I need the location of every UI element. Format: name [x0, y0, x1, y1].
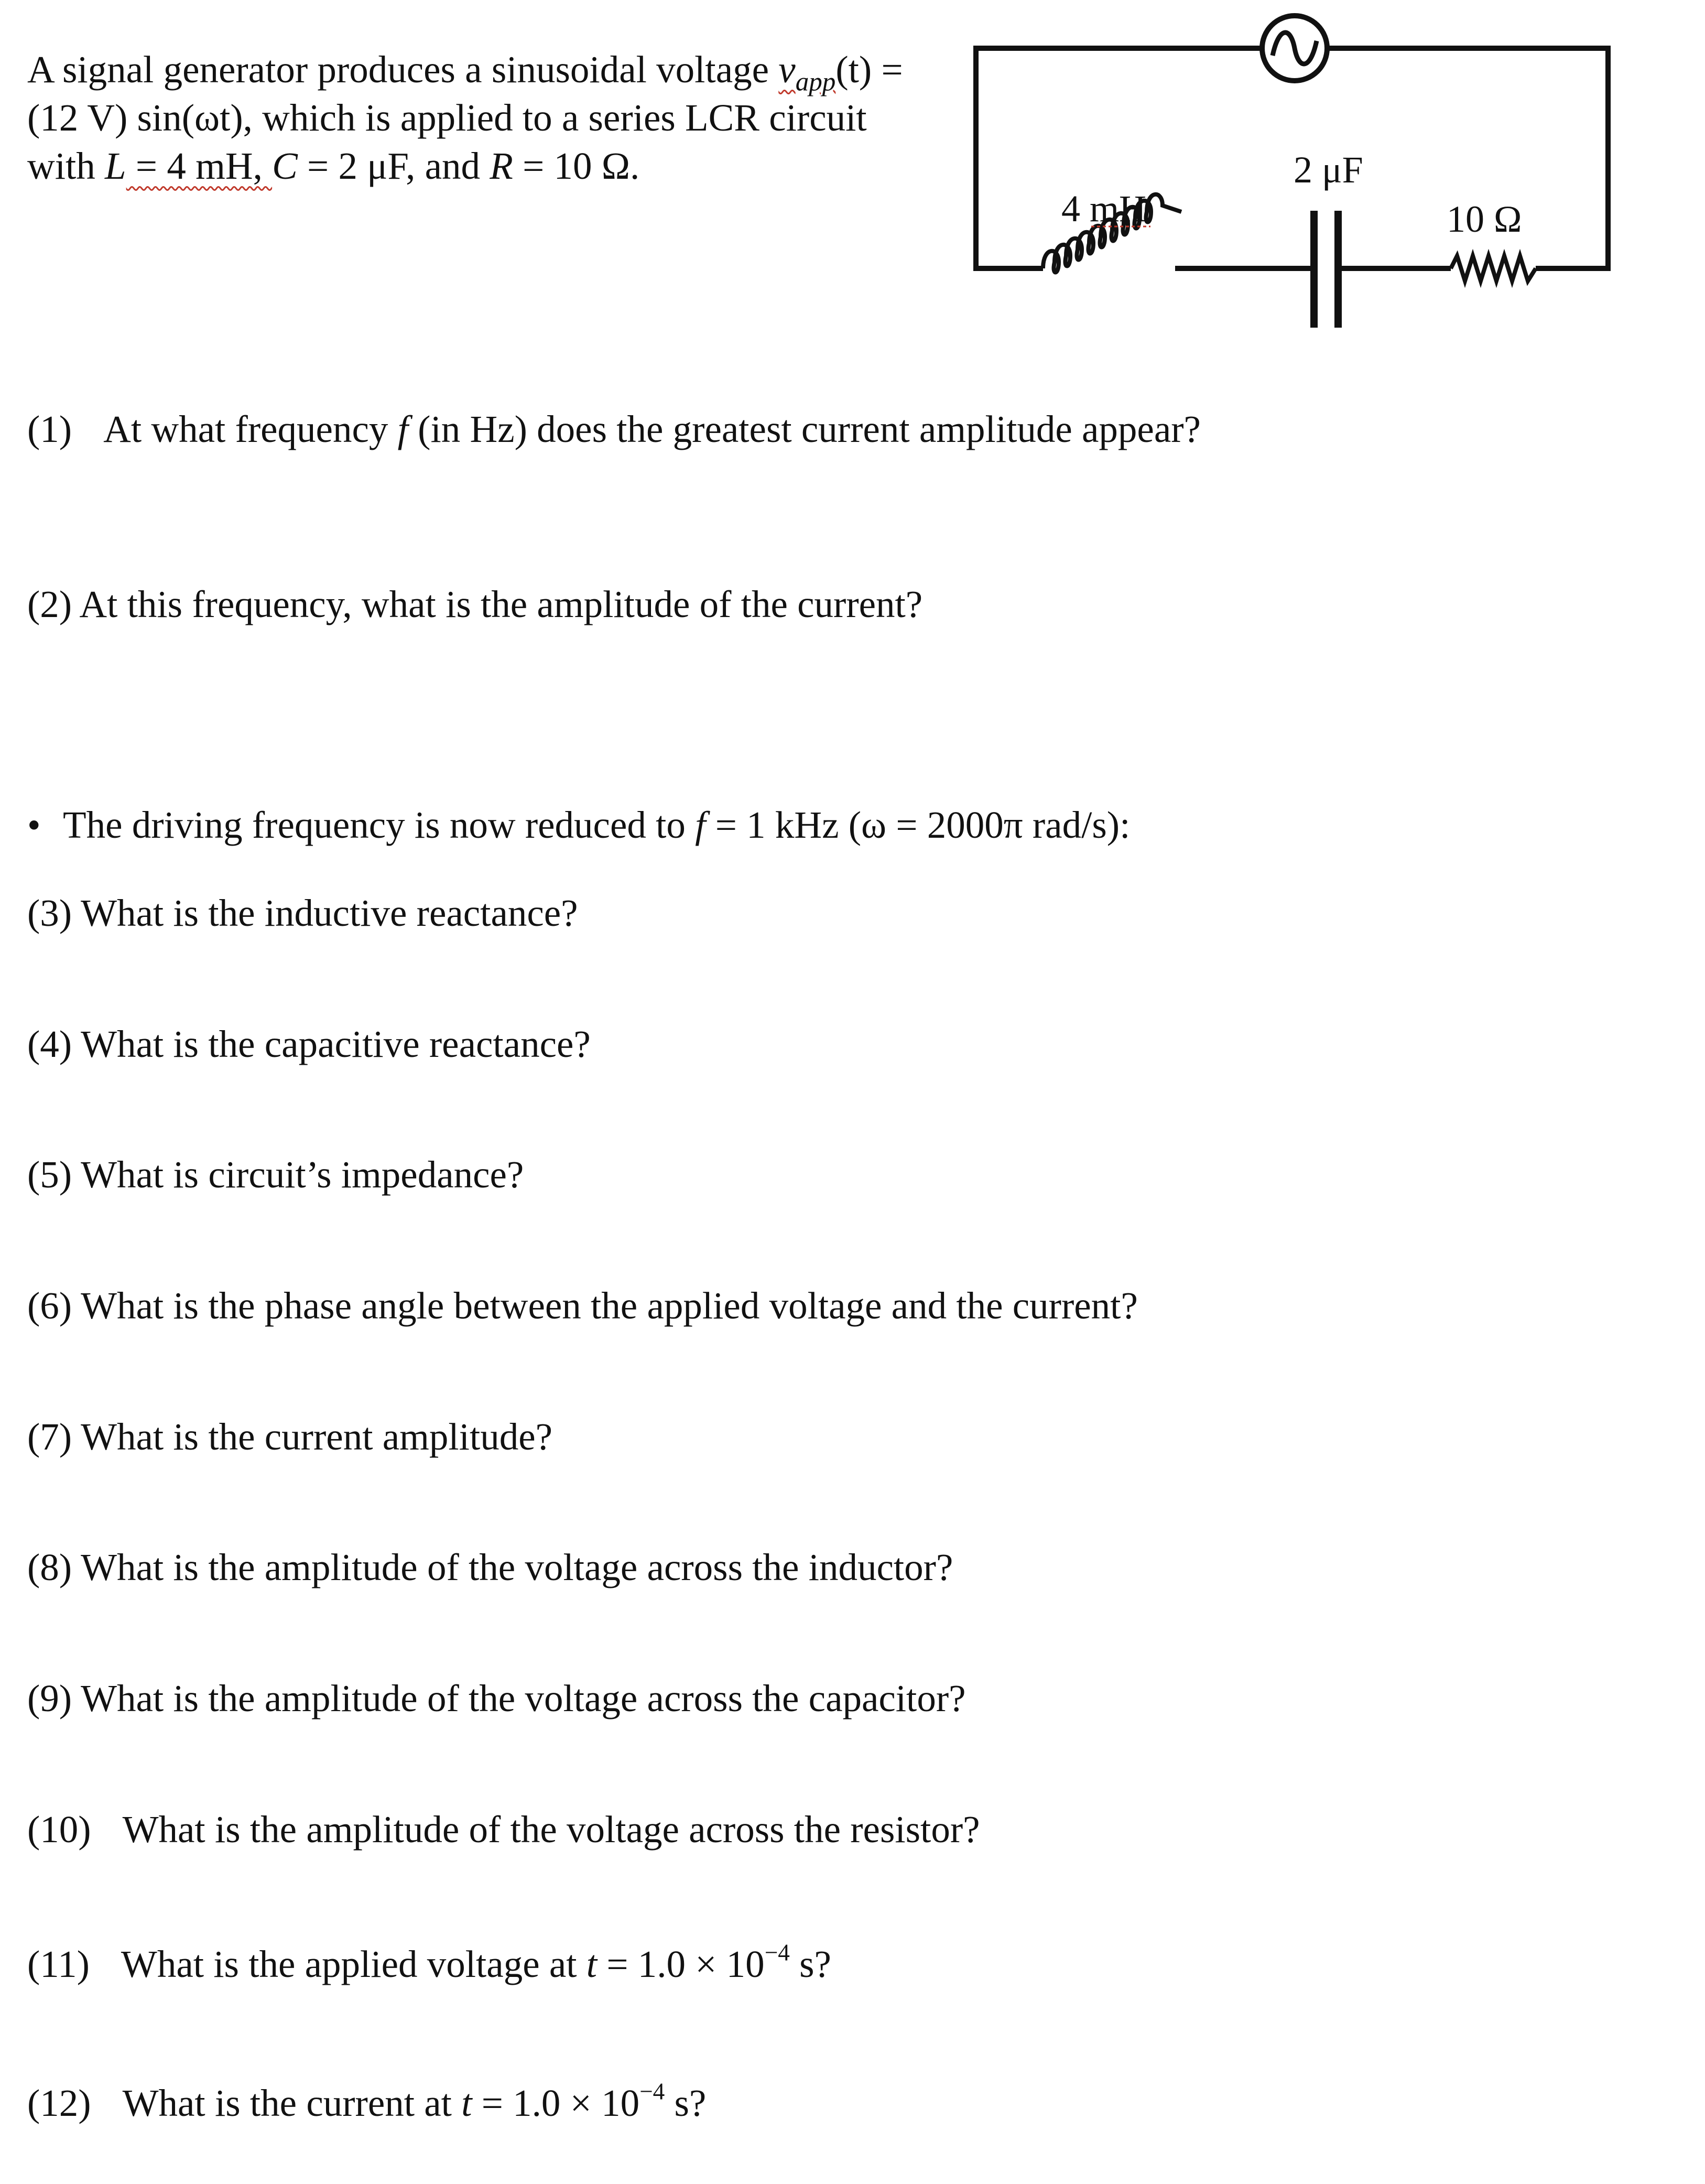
lcr-circuit-diagram — [0, 0, 1705, 367]
question-3: (3) What is the inductive reactance? — [27, 892, 578, 934]
frequency-change-bullet: • The driving frequency is now reduced to f = 1 kHz (ω = 2000π rad/s): — [27, 804, 1131, 846]
question-6: (6) What is the phase angle between the applied voltage and the current? — [27, 1284, 1138, 1327]
question-8: (8) What is the amplitude of the voltage across the inductor? — [27, 1546, 953, 1588]
question-12: (12) What is the current at $t = 1.0 \times 10^{-4}$ s? — [27, 2078, 707, 2124]
question-5: (5) What is circuit’s impedance? — [27, 1153, 524, 1196]
problem-line-2: (12 V) sin(ωt), which is applied to a series LCR circuit — [27, 96, 867, 139]
question-7: (7) What is the current amplitude? — [27, 1415, 553, 1458]
question-4: (4) What is the capacitive reactance? — [27, 1023, 591, 1065]
question-1: (1) At what frequency f (in Hz) does the greatest current amplitude appear? — [27, 408, 1201, 450]
question-2: (2) At this frequency, what is the amplitude of the current? — [27, 583, 923, 625]
question-10: (10) What is the amplitude of the voltage across the resistor? — [27, 1808, 980, 1851]
question-11: (11) What is the applied voltage at $t = 1.0 \times 10^{-4}$ s? — [27, 1939, 831, 1985]
voltage-symbol: $v_{app}$ — [778, 48, 836, 97]
resistor-label: 10 Ω — [1447, 198, 1522, 240]
problem-text: A signal generator produces a sinusoidal voltage — [27, 48, 779, 91]
question-9: (9) What is the amplitude of the voltage across the capacitor? — [27, 1677, 966, 1720]
capacitor-icon — [1314, 211, 1338, 328]
ac-source-icon — [1262, 16, 1327, 81]
capacitor-label: 2 μF — [1294, 149, 1363, 191]
bullet-icon: • — [27, 804, 41, 846]
resistor-icon — [1451, 256, 1536, 281]
problem-text: (t) = — [835, 48, 903, 91]
problem-line-3: with L = 4 mH, C = 2 μF, and R = 10 Ω. — [27, 145, 640, 187]
inductor-label: 4 mH — [1061, 188, 1146, 230]
